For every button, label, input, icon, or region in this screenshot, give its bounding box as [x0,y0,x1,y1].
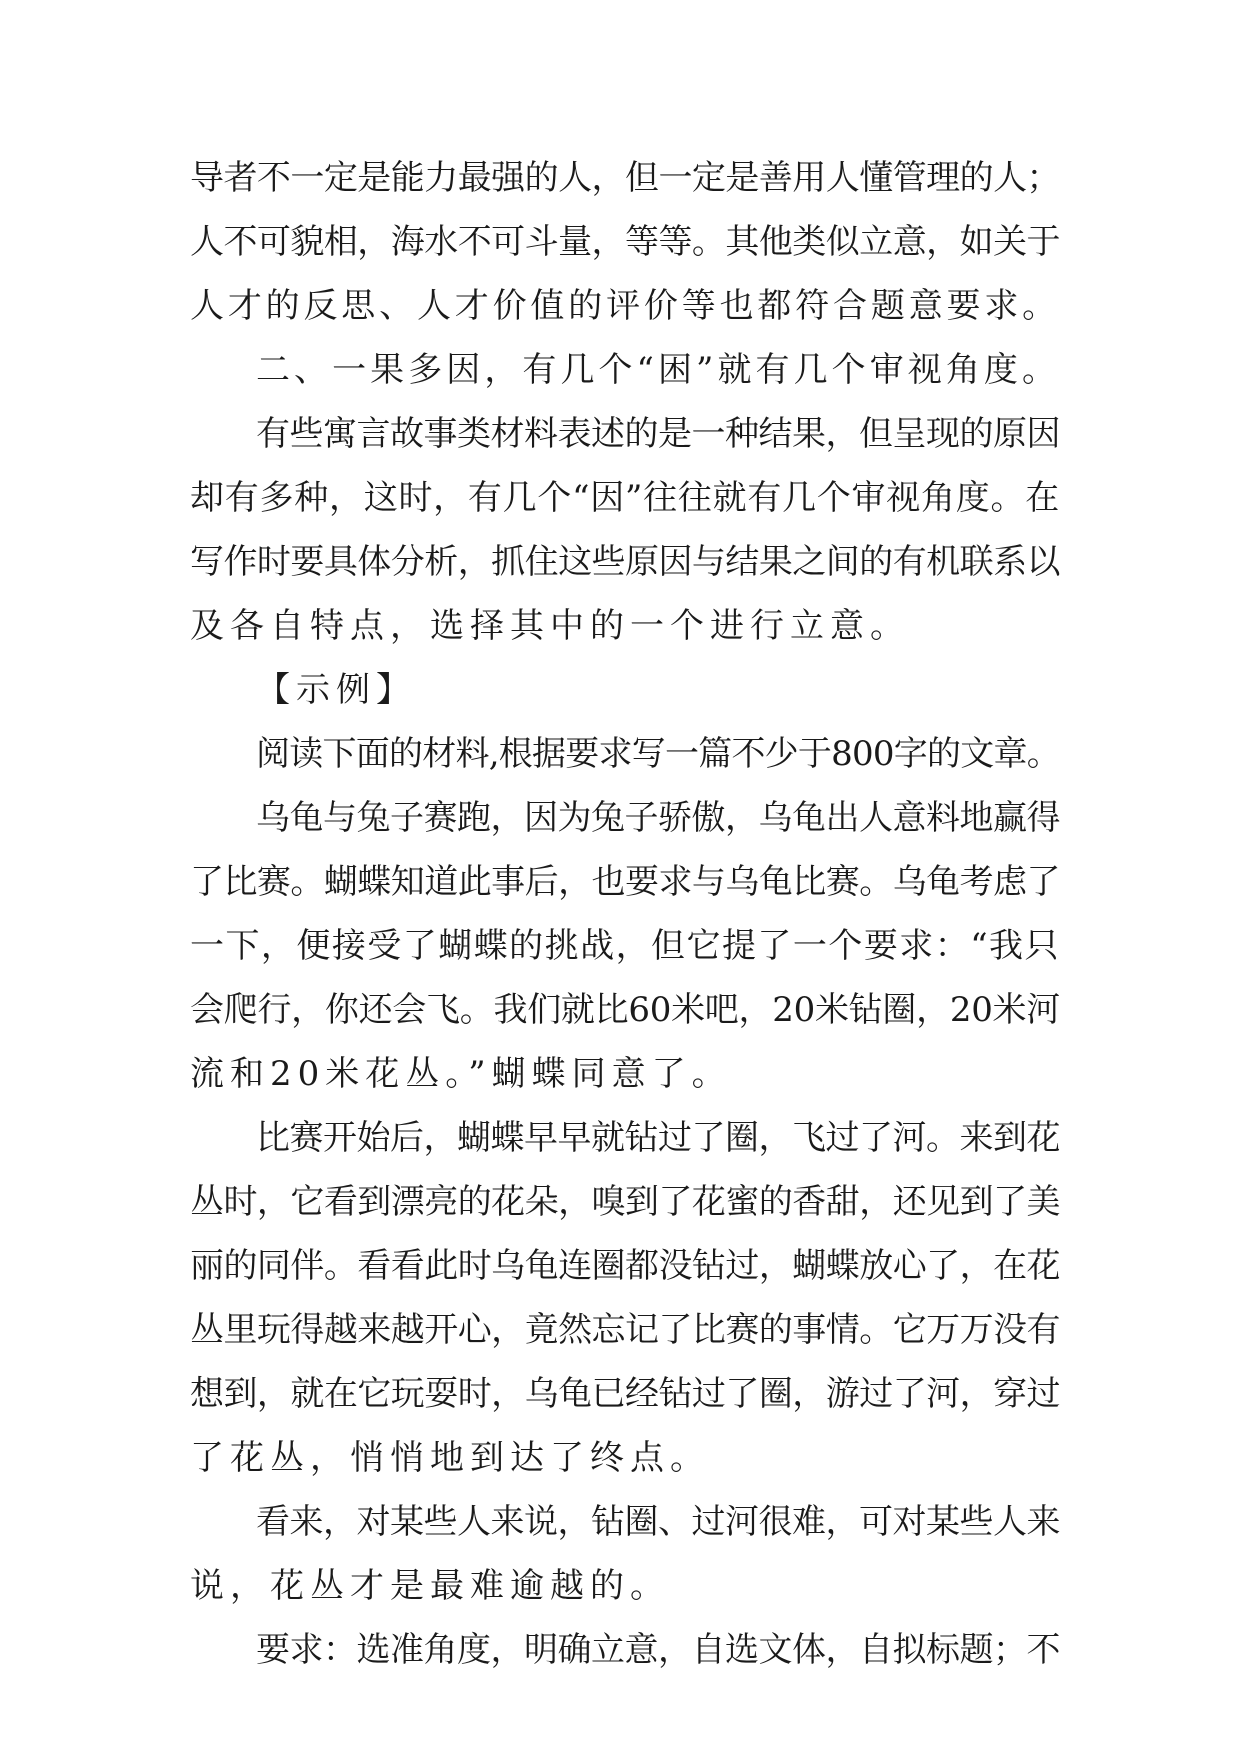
text-line: 会爬行，你还会飞。我们就比60米吧，20米钻圈，20米河 [190,990,1060,1030]
text-line: 一下，便接受了蝴蝶的挑战，但它提了一个要求：“我只 [190,926,1060,966]
text-line: 乌龟与兔子赛跑，因为兔子骄傲，乌龟出人意料地赢得 [256,798,1060,838]
text-line: 导者不一定是能力最强的人，但一定是善用人懂管理的人； [190,158,1060,198]
section-heading: 二、一果多因，有几个“困”就有几个审视角度。 [256,350,1060,390]
text-line: 丛里玩得越来越开心，竟然忘记了比赛的事情。它万万没有 [190,1310,1060,1350]
text-line: 人不可貌相，海水不可斗量，等等。其他类似立意，如关于 [190,222,1060,262]
text-line: 想到，就在它玩耍时，乌龟已经钻过了圈，游过了河，穿过 [190,1374,1060,1414]
text-line: 人才的反思、人才价值的评价等也都符合题意要求。 [190,286,1060,326]
text-line: 却有多种，这时，有几个“因”往往就有几个审视角度。在 [190,478,1060,518]
text-line: 了比赛。蝴蝶知道此事后，也要求与乌龟比赛。乌龟考虑了 [190,862,1060,902]
text-line: 写作时要具体分析，抓住这些原因与结果之间的有机联系以 [190,542,1060,582]
text-line: 流和20米花丛。”蝴蝶同意了。 [190,1054,732,1094]
text-line: 要求：选准角度，明确立意，自选文体，自拟标题；不 [256,1630,1060,1670]
text-line: 及各自特点，选择其中的一个进行立意。 [190,606,910,646]
text-line: 了花丛，悄悄地到达了终点。 [190,1438,710,1478]
text-line: 丽的同伴。看看此时乌龟连圈都没钻过，蝴蝶放心了，在花 [190,1246,1060,1286]
text-line: 比赛开始后，蝴蝶早早就钻过了圈，飞过了河。来到花 [256,1118,1060,1158]
text-line: 丛时，它看到漂亮的花朵，嗅到了花蜜的香甜，还见到了美 [190,1182,1060,1222]
text-line: 看来，对某些人来说，钻圈、过河很难，可对某些人来 [256,1502,1060,1542]
text-line: 说，花丛才是最难逾越的。 [190,1566,670,1606]
text-line: 有些寓言故事类材料表述的是一种结果，但呈现的原因 [256,414,1060,454]
example-label: 【示例】 [256,670,416,710]
text-line: 阅读下面的材料,根据要求写一篇不少于800字的文章。 [256,734,1060,774]
